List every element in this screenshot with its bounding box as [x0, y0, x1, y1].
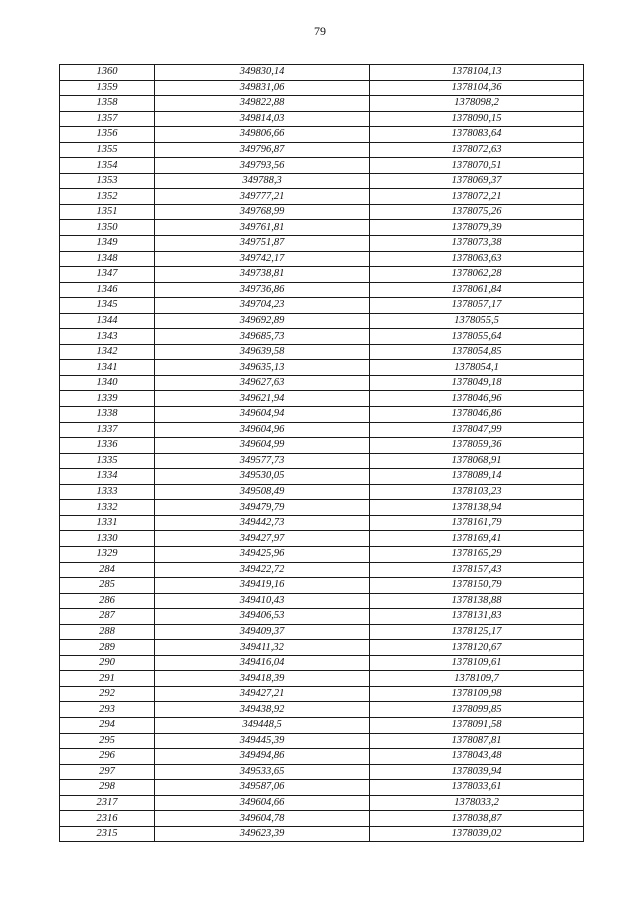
point-number-cell: 1351 — [60, 204, 155, 220]
y-coordinate-cell: 1378104,13 — [370, 65, 584, 81]
y-coordinate-cell: 1378083,64 — [370, 127, 584, 143]
table-row — [60, 282, 584, 298]
x-coordinate-cell: 349751,87 — [155, 236, 370, 252]
x-coordinate-cell: 349761,81 — [155, 220, 370, 236]
table-row — [60, 811, 584, 827]
y-coordinate-cell: 1378061,84 — [370, 282, 584, 298]
x-coordinate-cell: 349621,94 — [155, 391, 370, 407]
table-row — [60, 298, 584, 314]
x-coordinate-cell: 349788,3 — [155, 173, 370, 189]
table-row — [60, 717, 584, 733]
y-coordinate-cell: 1378039,94 — [370, 764, 584, 780]
x-coordinate-cell: 349418,39 — [155, 671, 370, 687]
point-number-cell: 1360 — [60, 65, 155, 81]
y-coordinate-cell: 1378109,61 — [370, 655, 584, 671]
table-row — [60, 531, 584, 547]
y-coordinate-cell: 1378055,5 — [370, 313, 584, 329]
point-number-cell: 2315 — [60, 826, 155, 842]
table-row — [60, 189, 584, 205]
point-number-cell: 284 — [60, 562, 155, 578]
y-coordinate-cell: 1378049,18 — [370, 375, 584, 391]
x-coordinate-cell: 349445,39 — [155, 733, 370, 749]
point-number-cell: 1345 — [60, 298, 155, 314]
point-number-cell: 286 — [60, 593, 155, 609]
x-coordinate-cell: 349442,73 — [155, 515, 370, 531]
point-number-cell: 1333 — [60, 484, 155, 500]
point-number-cell: 1359 — [60, 80, 155, 96]
y-coordinate-cell: 1378046,86 — [370, 407, 584, 423]
point-number-cell: 2316 — [60, 811, 155, 827]
point-number-cell: 291 — [60, 671, 155, 687]
table-row — [60, 593, 584, 609]
table-row — [60, 500, 584, 516]
point-number-cell: 287 — [60, 609, 155, 625]
table-row — [60, 142, 584, 158]
y-coordinate-cell: 1378054,1 — [370, 360, 584, 376]
table-row — [60, 453, 584, 469]
x-coordinate-cell: 349742,17 — [155, 251, 370, 267]
x-coordinate-cell: 349768,99 — [155, 204, 370, 220]
x-coordinate-cell: 349822,88 — [155, 96, 370, 112]
x-coordinate-cell: 349419,16 — [155, 578, 370, 594]
y-coordinate-cell: 1378047,99 — [370, 422, 584, 438]
x-coordinate-cell: 349577,73 — [155, 453, 370, 469]
point-number-cell: 1343 — [60, 329, 155, 345]
y-coordinate-cell: 1378109,98 — [370, 686, 584, 702]
table-row — [60, 578, 584, 594]
table-row — [60, 780, 584, 796]
x-coordinate-cell: 349410,43 — [155, 593, 370, 609]
point-number-cell: 2317 — [60, 795, 155, 811]
point-number-cell: 294 — [60, 717, 155, 733]
point-number-cell: 1354 — [60, 158, 155, 174]
x-coordinate-cell: 349736,86 — [155, 282, 370, 298]
point-number-cell: 1349 — [60, 236, 155, 252]
point-number-cell: 1330 — [60, 531, 155, 547]
point-number-cell: 1348 — [60, 251, 155, 267]
x-coordinate-cell: 349692,89 — [155, 313, 370, 329]
table-row — [60, 702, 584, 718]
y-coordinate-cell: 1378138,88 — [370, 593, 584, 609]
y-coordinate-cell: 1378104,36 — [370, 80, 584, 96]
table-row — [60, 686, 584, 702]
point-number-cell: 1346 — [60, 282, 155, 298]
table-row — [60, 749, 584, 765]
point-number-cell: 1340 — [60, 375, 155, 391]
x-coordinate-cell: 349814,03 — [155, 111, 370, 127]
table-row — [60, 671, 584, 687]
point-number-cell: 297 — [60, 764, 155, 780]
y-coordinate-cell: 1378059,36 — [370, 438, 584, 454]
table-row — [60, 484, 584, 500]
coordinates-table — [59, 64, 584, 842]
table-row — [60, 407, 584, 423]
x-coordinate-cell: 349409,37 — [155, 624, 370, 640]
table-row — [60, 127, 584, 143]
point-number-cell: 1331 — [60, 515, 155, 531]
x-coordinate-cell: 349685,73 — [155, 329, 370, 345]
point-number-cell: 1350 — [60, 220, 155, 236]
x-coordinate-cell: 349830,14 — [155, 65, 370, 81]
y-coordinate-cell: 1378075,26 — [370, 204, 584, 220]
y-coordinate-cell: 1378073,38 — [370, 236, 584, 252]
x-coordinate-cell: 349604,66 — [155, 795, 370, 811]
y-coordinate-cell: 1378043,48 — [370, 749, 584, 765]
y-coordinate-cell: 1378138,94 — [370, 500, 584, 516]
page-number: 79 — [314, 24, 326, 38]
point-number-cell: 1336 — [60, 438, 155, 454]
point-number-cell: 1347 — [60, 267, 155, 283]
point-number-cell: 296 — [60, 749, 155, 765]
x-coordinate-cell: 349494,86 — [155, 749, 370, 765]
x-coordinate-cell: 349425,96 — [155, 546, 370, 562]
point-number-cell: 289 — [60, 640, 155, 656]
point-number-cell: 1339 — [60, 391, 155, 407]
x-coordinate-cell: 349411,32 — [155, 640, 370, 656]
y-coordinate-cell: 1378072,63 — [370, 142, 584, 158]
y-coordinate-cell: 1378068,91 — [370, 453, 584, 469]
table-row — [60, 609, 584, 625]
y-coordinate-cell: 1378103,23 — [370, 484, 584, 500]
x-coordinate-cell: 349635,13 — [155, 360, 370, 376]
y-coordinate-cell: 1378039,02 — [370, 826, 584, 842]
y-coordinate-cell: 1378165,29 — [370, 546, 584, 562]
table-row — [60, 80, 584, 96]
point-number-cell: 1352 — [60, 189, 155, 205]
table-row — [60, 655, 584, 671]
point-number-cell: 1335 — [60, 453, 155, 469]
point-number-cell: 298 — [60, 780, 155, 796]
table-row — [60, 65, 584, 81]
y-coordinate-cell: 1378150,79 — [370, 578, 584, 594]
x-coordinate-cell: 349639,58 — [155, 344, 370, 360]
x-coordinate-cell: 349416,04 — [155, 655, 370, 671]
x-coordinate-cell: 349533,65 — [155, 764, 370, 780]
point-number-cell: 1338 — [60, 407, 155, 423]
point-number-cell: 285 — [60, 578, 155, 594]
x-coordinate-cell: 349738,81 — [155, 267, 370, 283]
x-coordinate-cell: 349623,39 — [155, 826, 370, 842]
coordinates-table-body — [60, 65, 584, 842]
x-coordinate-cell: 349806,66 — [155, 127, 370, 143]
table-row — [60, 313, 584, 329]
x-coordinate-cell: 349427,97 — [155, 531, 370, 547]
point-number-cell: 295 — [60, 733, 155, 749]
table-row — [60, 267, 584, 283]
table-row — [60, 375, 584, 391]
table-row — [60, 344, 584, 360]
y-coordinate-cell: 1378120,67 — [370, 640, 584, 656]
x-coordinate-cell: 349704,23 — [155, 298, 370, 314]
x-coordinate-cell: 349508,49 — [155, 484, 370, 500]
y-coordinate-cell: 1378062,28 — [370, 267, 584, 283]
y-coordinate-cell: 1378070,51 — [370, 158, 584, 174]
y-coordinate-cell: 1378054,85 — [370, 344, 584, 360]
x-coordinate-cell: 349796,87 — [155, 142, 370, 158]
y-coordinate-cell: 1378131,83 — [370, 609, 584, 625]
point-number-cell: 1355 — [60, 142, 155, 158]
point-number-cell: 292 — [60, 686, 155, 702]
y-coordinate-cell: 1378109,7 — [370, 671, 584, 687]
table-row — [60, 251, 584, 267]
y-coordinate-cell: 1378033,2 — [370, 795, 584, 811]
y-coordinate-cell: 1378090,15 — [370, 111, 584, 127]
x-coordinate-cell: 349427,21 — [155, 686, 370, 702]
table-row — [60, 236, 584, 252]
x-coordinate-cell: 349777,21 — [155, 189, 370, 205]
table-row — [60, 422, 584, 438]
y-coordinate-cell: 1378089,14 — [370, 469, 584, 485]
x-coordinate-cell: 349587,06 — [155, 780, 370, 796]
point-number-cell: 1357 — [60, 111, 155, 127]
x-coordinate-cell: 349530,05 — [155, 469, 370, 485]
point-number-cell: 290 — [60, 655, 155, 671]
table-row — [60, 204, 584, 220]
table-row — [60, 158, 584, 174]
y-coordinate-cell: 1378169,41 — [370, 531, 584, 547]
y-coordinate-cell: 1378098,2 — [370, 96, 584, 112]
point-number-cell: 1337 — [60, 422, 155, 438]
table-row — [60, 96, 584, 112]
y-coordinate-cell: 1378125,17 — [370, 624, 584, 640]
table-row — [60, 220, 584, 236]
x-coordinate-cell: 349422,72 — [155, 562, 370, 578]
x-coordinate-cell: 349831,06 — [155, 80, 370, 96]
point-number-cell: 1358 — [60, 96, 155, 112]
point-number-cell: 288 — [60, 624, 155, 640]
table-row — [60, 733, 584, 749]
table-row — [60, 173, 584, 189]
y-coordinate-cell: 1378072,21 — [370, 189, 584, 205]
y-coordinate-cell: 1378161,79 — [370, 515, 584, 531]
table-row — [60, 329, 584, 345]
y-coordinate-cell: 1378055,64 — [370, 329, 584, 345]
point-number-cell: 1356 — [60, 127, 155, 143]
table-row — [60, 360, 584, 376]
point-number-cell: 1342 — [60, 344, 155, 360]
table-row — [60, 438, 584, 454]
point-number-cell: 1332 — [60, 500, 155, 516]
y-coordinate-cell: 1378046,96 — [370, 391, 584, 407]
y-coordinate-cell: 1378038,87 — [370, 811, 584, 827]
point-number-cell: 293 — [60, 702, 155, 718]
point-number-cell: 1341 — [60, 360, 155, 376]
x-coordinate-cell: 349604,99 — [155, 438, 370, 454]
point-number-cell: 1353 — [60, 173, 155, 189]
y-coordinate-cell: 1378057,17 — [370, 298, 584, 314]
table-row — [60, 562, 584, 578]
y-coordinate-cell: 1378069,37 — [370, 173, 584, 189]
y-coordinate-cell: 1378087,81 — [370, 733, 584, 749]
y-coordinate-cell: 1378033,61 — [370, 780, 584, 796]
y-coordinate-cell: 1378079,39 — [370, 220, 584, 236]
point-number-cell: 1334 — [60, 469, 155, 485]
table-row — [60, 111, 584, 127]
point-number-cell: 1329 — [60, 546, 155, 562]
y-coordinate-cell: 1378091,58 — [370, 717, 584, 733]
x-coordinate-cell: 349627,63 — [155, 375, 370, 391]
x-coordinate-cell: 349604,94 — [155, 407, 370, 423]
table-row — [60, 795, 584, 811]
x-coordinate-cell: 349604,78 — [155, 811, 370, 827]
y-coordinate-cell: 1378157,43 — [370, 562, 584, 578]
table-row — [60, 640, 584, 656]
table-row — [60, 764, 584, 780]
table-row — [60, 469, 584, 485]
x-coordinate-cell: 349448,5 — [155, 717, 370, 733]
table-row — [60, 391, 584, 407]
point-number-cell: 1344 — [60, 313, 155, 329]
y-coordinate-cell: 1378099,85 — [370, 702, 584, 718]
table-row — [60, 515, 584, 531]
x-coordinate-cell: 349479,79 — [155, 500, 370, 516]
table-row — [60, 826, 584, 842]
x-coordinate-cell: 349793,56 — [155, 158, 370, 174]
x-coordinate-cell: 349438,92 — [155, 702, 370, 718]
table-row — [60, 624, 584, 640]
x-coordinate-cell: 349604,96 — [155, 422, 370, 438]
x-coordinate-cell: 349406,53 — [155, 609, 370, 625]
y-coordinate-cell: 1378063,63 — [370, 251, 584, 267]
table-row — [60, 546, 584, 562]
